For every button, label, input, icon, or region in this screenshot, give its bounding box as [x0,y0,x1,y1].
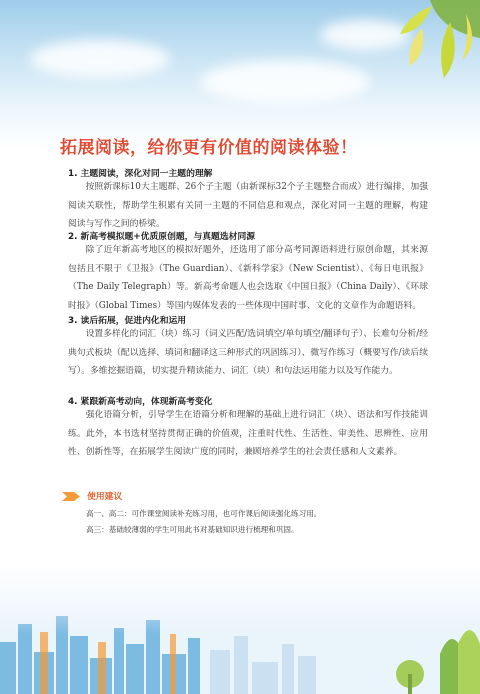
section-body-4: 强化语篇分析，引导学生在语篇分析和理解的基础上进行词汇（块）、语法和写作技能训练。此外，本书选材坚持贯彻正确的价值观，注重时代性、生活性、审美性、思辨性、应用性、创新性等，在拓展学生阅读广度的同时，兼顾培养学生的社会责任感和人文素养。 [68,410,428,457]
section-heading-4: 4. 紧跟新高考动向，体现新高考变化 [68,397,213,407]
section-heading-3: 3. 读后拓展，促进内化和运用 [68,316,187,326]
page-title: 拓展阅读，给你更有价值的阅读体验！ [60,138,358,158]
arrow-icon [62,492,80,501]
usage-tip-line-1: 高一、高二：可作课堂阅读补充练习用，也可作课后阅读强化练习用。 [86,509,322,518]
usage-tip-line-2: 高三：基础较薄弱的学生可用此书对基础知识进行梳理和巩固。 [86,525,299,534]
section-heading-1: 1. 主题阅读，深化对同一主题的理解 [68,169,213,179]
section-body-3: 设置多样化的词汇（块）练习（词义匹配/选词填空/单句填空/翻译句子）、长难句分析/经典句式板块（配以选择、填词和翻译这三种形式的巩固练习）、微写作练习（概要写作/读后续写）。多维挖掘语篇，切实提升精读能力、词汇（块）和句法运用能力以及写作能力。 [68,329,428,376]
section-heading-2: 2. 新高考模拟题+优质原创题，与真题选材同源 [68,232,256,242]
usage-tips-heading [62,489,122,502]
section-body-1: 按照新课标10大主题群、26个子主题（由新课标32个子主题整合而成）进行编排，加强阅读关联性，帮助学生积累有关同一主题的不同信息和观点，深化对同一主题的理解，构建阅读与写作之间的桥梁。 [68,182,428,229]
usage-tips-label: 使用建议 [87,492,123,502]
section-body-2: 除了近年新高考地区的模拟好题外，还选用了部分高考同源语料进行原创命题，其来源包括且不限于《卫报》（The Guardian）、《新科学家》（New Scientist）、《每日电讯报》（The Daily Telegraph）等。新高考命题人也会选取《中国日报》（China Daily）、《环球时报》（Global Times）等国内媒体发表的一些体现中国时事、文化的文章作为命题语料。 [68,245,428,311]
